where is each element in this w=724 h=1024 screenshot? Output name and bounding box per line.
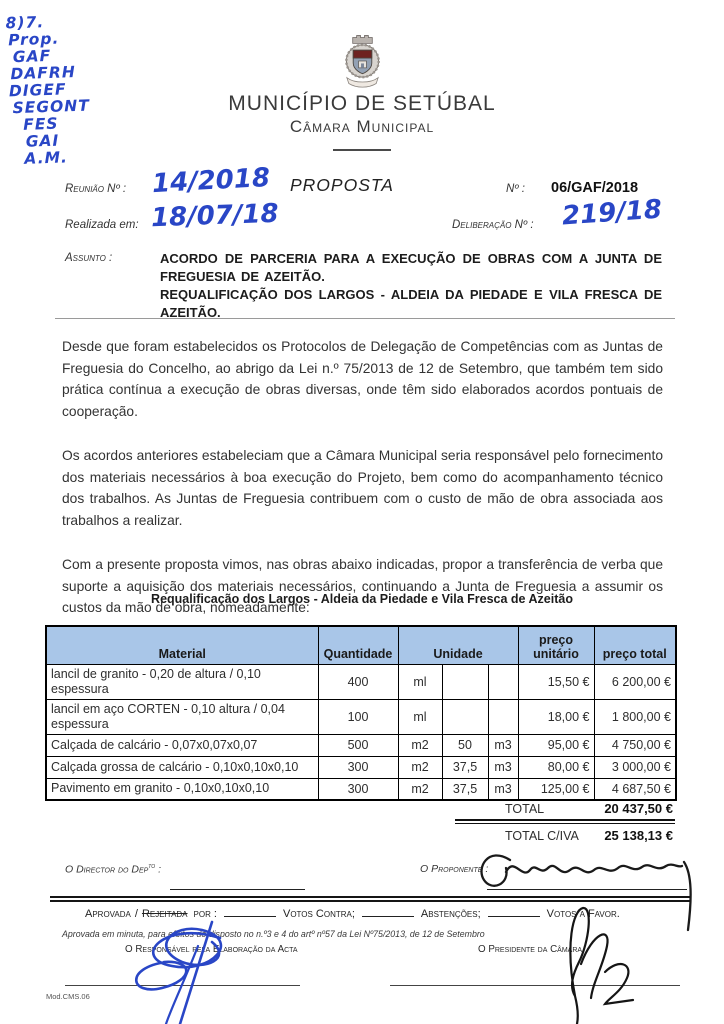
president-signature [545, 900, 665, 1024]
margin-note-line: DAFRH [10, 63, 77, 84]
cell-preco-total: 4 687,50 € [594, 778, 676, 800]
cell-quantidade: 300 [318, 778, 398, 800]
margin-note-line: 8)7. [5, 13, 45, 33]
table-row [46, 778, 676, 800]
table-row [46, 734, 676, 756]
cell-preco-unitario: 18,00 € [518, 699, 594, 734]
cell-quantidade-2: 37,5 [442, 778, 488, 800]
setubal-coat-of-arms-icon [340, 32, 385, 90]
director-label [65, 863, 161, 876]
cell-material: Calçada grossa de calcário - 0,10x0,10x0,10 [46, 756, 318, 778]
cell-quantidade: 100 [318, 699, 398, 734]
votes-favor-label: Votos a Favor. [546, 908, 620, 920]
director-label-text: O Director do Dep [65, 863, 149, 876]
cell-unidade-2: m3 [488, 756, 518, 778]
deliberation-number-label: Deliberação Nº : [452, 219, 534, 231]
minuta-note: Aprovada em minuta, para efeitos do disposto no n.º3 e 4 do artº nº57 da Lei Nº75/2013, de 12 de Setembro [62, 929, 485, 939]
margin-note-line: GAF [12, 46, 52, 67]
president-label: O Presidente da Câmara [478, 944, 583, 955]
director-label-sup: to [148, 863, 156, 870]
director-signature-line [170, 889, 305, 890]
cell-preco-total: 1 800,00 € [594, 699, 676, 734]
margin-note [3, 13, 91, 169]
cell-unidade-1: ml [398, 664, 442, 699]
proposal-title: PROPOSTA [290, 175, 394, 195]
margin-note-line: GAI [25, 131, 60, 151]
body-paragraph-1: Desde que foram estabelecidos os Protocolos de Delegação de Competências com as Juntas de Freguesia do Concelho, ao abrigo da Lei n.º 75/2013 de 12 de Setembro, que também tem sido prática contínua a execução de obras diversas, onde têm sido elaborados acordos pontuais de cooperação. [62, 339, 663, 419]
approval-por-label: por : [193, 908, 217, 920]
total-label: TOTAL [505, 802, 545, 816]
body-paragraph-3: Com a presente proposta vimos, nas obras abaixo indicadas, propor a transferência de verba que suporte a aquisição dos materiais necessários, continuando a Junta de Freguesia a assumir os custos da mão de obra, nomeadamente: [62, 557, 663, 615]
margin-note-line: Prop. [7, 29, 60, 50]
form-code: Mod.CMS.06 [46, 992, 90, 1001]
cell-unidade-1: m2 [398, 756, 442, 778]
body-paragraph-2: Os acordos anteriores estabeleciam que a Câmara Municipal seria responsável pelo fornecimento dos materiais necessários à boa execução do Projeto, bem como do acompanhamento técnico dos trabalhos. As Juntas de Freguesia contribuem com o custo de mão de obra associada aos trabalhos a realizar. [62, 448, 663, 528]
votes-against-label: Votos Contra; [282, 908, 355, 920]
materials-table [45, 625, 677, 801]
margin-note-line: SEGONT [12, 96, 91, 118]
subject-line-2: REQUALIFICAÇÃO DOS LARGOS - ALDEIA DA PIEDADE E VILA FRESCA DE AZEITÃO. [160, 287, 662, 320]
cell-quantidade: 300 [318, 756, 398, 778]
col-header-preco-unitario: preço unitário [518, 626, 594, 664]
cell-unidade-1: ml [398, 699, 442, 734]
cell-unidade-1: m2 [398, 778, 442, 800]
proponente-label: O Proponente : [420, 863, 489, 875]
total-divider [455, 819, 675, 824]
proposal-number-label: Nº : [506, 183, 525, 195]
cell-quantidade: 500 [318, 734, 398, 756]
cell-unidade-2 [488, 664, 518, 699]
meeting-number-label: Reunião Nº : [65, 183, 127, 195]
subject-label: Assunto : [65, 252, 113, 264]
cell-material: lancil em aço CORTEN - 0,10 altura / 0,04 espessura [46, 699, 318, 734]
cell-material: Pavimento em granito - 0,10x0,10x0,10 [46, 778, 318, 800]
cell-preco-total: 4 750,00 € [594, 734, 676, 756]
director-label-colon: : [155, 863, 161, 876]
cell-unidade-2: m3 [488, 778, 518, 800]
col-header-material: Material [46, 626, 318, 664]
council-subtitle: Câmara Municipal [289, 117, 435, 136]
approval-aprovada-label: Aprovada [85, 908, 131, 920]
votes-favor-blank [488, 905, 540, 917]
cell-quantidade-2 [442, 664, 488, 699]
cell-preco-unitario: 125,00 € [518, 778, 594, 800]
municipality-title: MUNICÍPIO DE SETÚBAL [228, 92, 496, 115]
margin-note-line: A.M. [24, 148, 69, 168]
header-divider [333, 149, 391, 151]
subject-line-1: ACORDO DE PARCERIA PARA A EXECUÇÃO DE OBRAS COM A JUNTA DE FREGUESIA DE AZEITÃO. [160, 251, 662, 284]
cell-material: lancil de granito - 0,20 de altura / 0,10 espessura [46, 664, 318, 699]
subject-divider [55, 318, 675, 319]
cell-preco-total: 6 200,00 € [594, 664, 676, 699]
table-row [46, 756, 676, 778]
col-header-unidade: Unidade [398, 626, 518, 664]
abstentions-label: Abstenções; [420, 908, 481, 920]
total-iva-label: TOTAL C/IVA [505, 829, 579, 843]
acta-signature [100, 918, 320, 1024]
cell-unidade-2 [488, 699, 518, 734]
cell-unidade-1: m2 [398, 734, 442, 756]
cell-preco-unitario: 95,00 € [518, 734, 594, 756]
subject-text [160, 250, 662, 322]
totals-block [455, 800, 675, 844]
cell-material: Calçada de calcário - 0,07x0,07x0,07 [46, 734, 318, 756]
margin-note-line: FES [22, 114, 59, 134]
held-on-label: Realizada em: [65, 219, 139, 231]
proposal-number-value: 06/GAF/2018 [551, 180, 639, 196]
table-row [46, 664, 676, 699]
total-iva-value: 25 138,13 € [604, 828, 673, 843]
cell-unidade-2: m3 [488, 734, 518, 756]
cell-preco-unitario: 15,50 € [518, 664, 594, 699]
meeting-number-value: 14/2018 [151, 162, 271, 200]
abstentions-blank [362, 905, 414, 917]
cell-quantidade-2: 37,5 [442, 756, 488, 778]
table-row [46, 699, 676, 734]
cell-quantidade-2 [442, 699, 488, 734]
total-value: 20 437,50 € [604, 801, 673, 816]
col-header-preco-total: preço total [594, 626, 676, 664]
cell-preco-total: 3 000,00 € [594, 756, 676, 778]
approval-rejeitada-label: Rejeitada [141, 908, 188, 920]
margin-note-line: DIGEF [8, 80, 67, 101]
col-header-quantidade: Quantidade [318, 626, 398, 664]
approval-separator: / [134, 908, 138, 920]
cell-quantidade: 400 [318, 664, 398, 699]
works-table-title: Requalificação dos Largos - Aldeia da Piedade e Vila Fresca de Azeitão [151, 592, 573, 606]
held-on-value: 18/07/18 [150, 198, 280, 234]
deliberation-number-value: 219/18 [561, 194, 663, 232]
cell-preco-unitario: 80,00 € [518, 756, 594, 778]
acta-officer-label: O Responsável pela Elaboração da Acta [125, 944, 298, 955]
votes-count-blank [224, 905, 276, 917]
cell-quantidade-2: 50 [442, 734, 488, 756]
